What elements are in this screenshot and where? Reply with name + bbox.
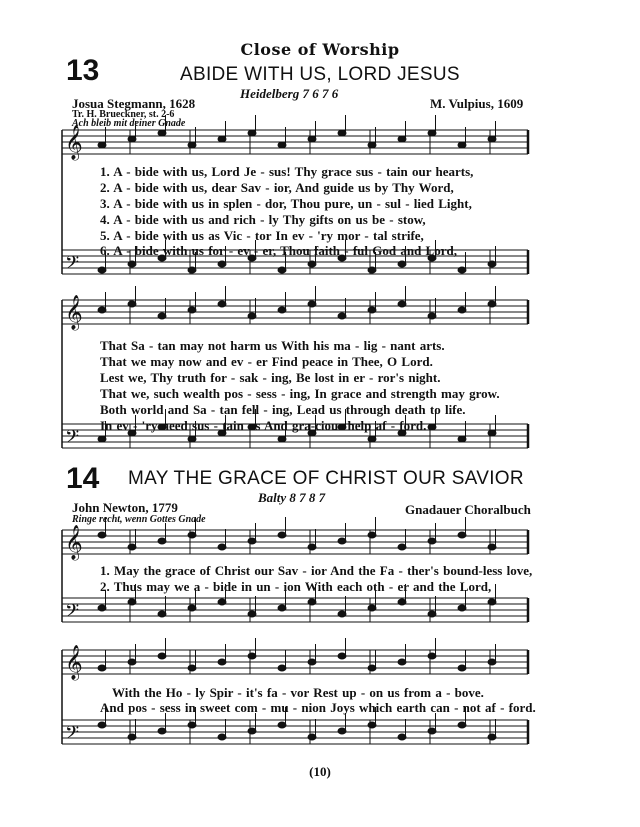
note-head: [338, 538, 346, 544]
note-head: [398, 136, 406, 142]
note-head: [248, 130, 256, 136]
note-head: [188, 142, 196, 148]
verse-line: 5. A - bide with us as Vic - tor In ev - 'ry mor - tal strife,: [100, 228, 424, 243]
note-head: [278, 307, 286, 313]
treble-clef-icon: 𝄞: [65, 295, 83, 330]
note-head: [248, 611, 256, 617]
note-head: [158, 611, 166, 617]
note-head: [458, 267, 466, 273]
note-head: [458, 665, 466, 671]
note-head: [458, 722, 466, 728]
note-head: [488, 659, 496, 665]
note-head: [428, 728, 436, 734]
hymn-number: 13: [66, 54, 100, 87]
note-head: [158, 313, 166, 319]
verse-line: Both world and Sa - tan fell - ing, Lead us through death to life.: [100, 402, 466, 417]
verse-line: 4. A - bide with us and rich - ly Thy gifts on us be - stow,: [100, 212, 426, 227]
note-head: [398, 261, 406, 267]
note-head: [458, 436, 466, 442]
treble-clef-icon: 𝄞: [65, 125, 83, 160]
note-head: [368, 722, 376, 728]
note-head: [248, 728, 256, 734]
note-head: [398, 544, 406, 550]
bass-clef-icon: 𝄢: [65, 601, 80, 626]
note-head: [458, 307, 466, 313]
section-heading: Close of Worship: [240, 40, 400, 59]
note-head: [278, 665, 286, 671]
note-head: [98, 307, 106, 313]
original-title: Ach bleib mit deiner Gnade: [72, 118, 186, 129]
note-head: [488, 136, 496, 142]
note-head: [98, 267, 106, 273]
note-head: [278, 436, 286, 442]
note-head: [308, 136, 316, 142]
note-head: [488, 301, 496, 307]
note-head: [218, 544, 226, 550]
note-head: [218, 301, 226, 307]
note-head: [98, 532, 106, 538]
note-head: [488, 734, 496, 740]
note-head: [368, 267, 376, 273]
note-head: [278, 267, 286, 273]
note-head: [218, 261, 226, 267]
note-head: [458, 605, 466, 611]
author-credit: Josua Stegmann, 1628: [72, 96, 196, 111]
note-head: [98, 436, 106, 442]
tune-name: Heidelberg 7 6 7 6: [240, 86, 339, 101]
note-head: [338, 313, 346, 319]
note-head: [278, 605, 286, 611]
note-head: [338, 611, 346, 617]
note-head: [188, 267, 196, 273]
note-head: [428, 313, 436, 319]
note-head: [188, 436, 196, 442]
note-head: [308, 599, 316, 605]
note-head: [278, 532, 286, 538]
note-head: [488, 261, 496, 267]
note-head: [98, 605, 106, 611]
verse-line: 6. A - bide with us for - ev - er, Thou faith - ful God and Lord,: [100, 243, 457, 258]
note-head: [398, 734, 406, 740]
note-head: [458, 532, 466, 538]
verse-line: 2. Thus may we a - bide in un - ion With each oth - er and the Lord,: [100, 579, 492, 594]
note-head: [398, 599, 406, 605]
note-head: [278, 142, 286, 148]
note-head: [188, 307, 196, 313]
note-head: [368, 605, 376, 611]
note-head: [128, 544, 136, 550]
note-head: [488, 430, 496, 436]
verse-line: That we, such wealth pos - sess - ing, In grace and strength may grow.: [100, 386, 500, 401]
note-head: [98, 665, 106, 671]
bass-clef-icon: 𝄢: [65, 253, 80, 278]
note-head: [428, 130, 436, 136]
note-head: [368, 307, 376, 313]
note-head: [338, 130, 346, 136]
note-head: [488, 599, 496, 605]
verse-line: Lest we, Thy truth for - sak - ing, Be lost in er - ror's night.: [100, 370, 441, 385]
note-head: [188, 665, 196, 671]
note-head: [128, 301, 136, 307]
verse-line: 3. A - bide with us in splen - dor, Thou pure, un - sul - lied Light,: [100, 196, 472, 211]
verse-line: 1. May the grace of Christ our Sav - ior And the Fa - ther's bound-less love,: [100, 563, 533, 578]
note-head: [188, 605, 196, 611]
note-head: [458, 142, 466, 148]
note-head: [128, 734, 136, 740]
bass-clef-icon: 𝄢: [65, 723, 80, 748]
note-head: [128, 261, 136, 267]
note-head: [248, 653, 256, 659]
hymn-title: MAY THE GRACE OF CHRIST OUR SAVIOR: [128, 468, 524, 489]
note-head: [158, 653, 166, 659]
note-head: [188, 722, 196, 728]
note-head: [158, 728, 166, 734]
note-head: [98, 142, 106, 148]
note-head: [338, 653, 346, 659]
note-head: [308, 261, 316, 267]
treble-clef-icon: 𝄞: [65, 645, 83, 680]
composer-credit: Gnadauer Choralbuch: [405, 502, 531, 517]
verse-line: That we may now and ev - er Find peace in Thee, O Lord.: [100, 354, 433, 369]
note-head: [158, 538, 166, 544]
note-head: [128, 599, 136, 605]
note-head: [308, 659, 316, 665]
note-head: [368, 436, 376, 442]
verse-line: 2. A - bide with us, dear Sav - ior, And guide us by Thy Word,: [100, 180, 454, 195]
note-head: [278, 722, 286, 728]
verse-line: In ev - 'ry need sus - tain us And gra-cious help af - ford.: [100, 418, 427, 433]
note-head: [218, 599, 226, 605]
note-head: [98, 722, 106, 728]
original-title: Ringe recht, wenn Gottes Gnade: [72, 514, 206, 525]
note-head: [188, 532, 196, 538]
verse-line: With the Ho - ly Spir - it's fa - vor Rest up - on us from a - bove.: [112, 685, 484, 700]
note-head: [308, 734, 316, 740]
note-head: [428, 611, 436, 617]
note-head: [218, 734, 226, 740]
note-head: [248, 313, 256, 319]
note-head: [368, 532, 376, 538]
note-head: [128, 659, 136, 665]
treble-clef-icon: 𝄞: [65, 525, 83, 560]
page-number: (10): [309, 764, 331, 779]
note-head: [428, 538, 436, 544]
verse-line: 1. A - bide with us, Lord Je - sus! Thy grace sus - tain our hearts,: [100, 164, 474, 179]
note-head: [398, 301, 406, 307]
note-head: [398, 659, 406, 665]
note-head: [128, 136, 136, 142]
note-head: [428, 653, 436, 659]
note-head: [338, 728, 346, 734]
author-credit: John Newton, 1779: [72, 500, 178, 515]
hymn-title: ABIDE WITH US, LORD JESUS: [180, 64, 460, 85]
bass-clef-icon: 𝄢: [65, 427, 80, 452]
note-head: [368, 665, 376, 671]
note-head: [218, 659, 226, 665]
composer-credit: M. Vulpius, 1609: [430, 96, 524, 111]
note-head: [308, 301, 316, 307]
note-head: [428, 424, 436, 430]
verse-line: And pos - sess in sweet com - mu - nion Joys which earth can - not af - ford.: [100, 700, 536, 715]
note-head: [368, 142, 376, 148]
note-head: [248, 538, 256, 544]
translator-credit: Tr. H. Brueckner, st. 2-6: [72, 109, 175, 120]
note-head: [218, 136, 226, 142]
note-head: [308, 544, 316, 550]
verse-line: That Sa - tan may not harm us With his ma - lig - nant arts.: [100, 338, 445, 353]
tune-name: Balty 8 7 8 7: [258, 490, 326, 505]
note-head: [158, 130, 166, 136]
note-head: [488, 544, 496, 550]
hymn-number: 14: [66, 462, 100, 495]
